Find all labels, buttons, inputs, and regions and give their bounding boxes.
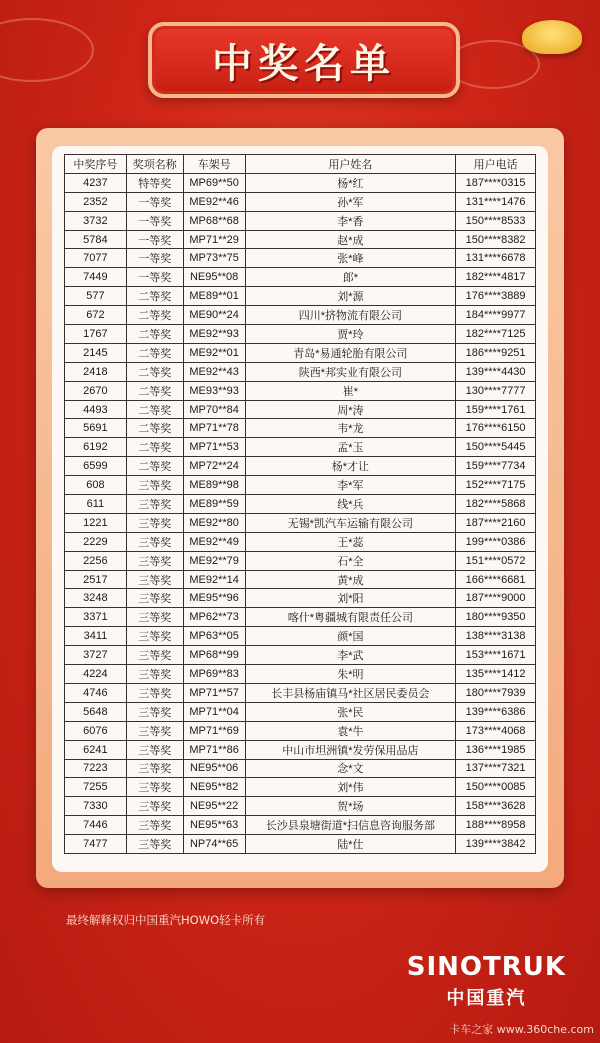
cell-prize-number: 672 [65,306,127,325]
cell-prize-number: 5691 [65,419,127,438]
cell-vin: ME89**59 [183,495,245,514]
cell-user-phone: 137****7321 [456,759,536,778]
cell-vin: MP71**29 [183,230,245,249]
cell-user-phone: 150****8382 [456,230,536,249]
table-row [65,495,536,514]
table-row [65,343,536,362]
cell-prize-number: 2145 [65,343,127,362]
cell-user-name: 赵*成 [245,230,456,249]
cell-user-name: 李*香 [245,211,456,230]
cell-user-name: 刘*伟 [245,778,456,797]
cell-vin: ME90**24 [183,306,245,325]
cell-user-name: 杨*才让 [245,457,456,476]
cell-vin: MP68**99 [183,646,245,665]
cell-prize-number: 3371 [65,608,127,627]
cell-user-name: 郎* [245,268,456,287]
cell-user-phone: 184****9977 [456,306,536,325]
cell-user-phone: 173****4068 [456,721,536,740]
cell-prize-number: 2352 [65,192,127,211]
cell-prize-name: 三等奖 [126,797,183,816]
cell-user-phone: 176****3889 [456,287,536,306]
cell-prize-number: 2256 [65,551,127,570]
cell-vin: MP69**50 [183,173,245,192]
cell-prize-number: 6599 [65,457,127,476]
cell-prize-name: 三等奖 [126,740,183,759]
cell-user-name: 刘*源 [245,287,456,306]
table-row [65,646,536,665]
table-row [65,230,536,249]
cell-vin: MP73**75 [183,249,245,268]
table-row [65,551,536,570]
table-row [65,173,536,192]
cell-vin: MP63**05 [183,627,245,646]
cell-prize-number: 3727 [65,646,127,665]
winners-table [64,154,536,854]
cell-user-name: 中山市坦洲镇*发劳保用品店 [245,740,456,759]
table-row [65,570,536,589]
cell-prize-name: 三等奖 [126,721,183,740]
cell-user-name: 念*文 [245,759,456,778]
title-banner [148,22,460,98]
cell-prize-number: 7477 [65,835,127,854]
cell-prize-name: 三等奖 [126,759,183,778]
cell-prize-name: 二等奖 [126,306,183,325]
cell-user-name: 四川*挤物流有限公司 [245,306,456,325]
cell-prize-number: 1767 [65,325,127,344]
cell-user-phone: 159****1761 [456,400,536,419]
table-row [65,683,536,702]
cell-user-name: 张*民 [245,702,456,721]
brand-name-en: SINOTRUK [406,952,566,982]
cell-vin: MP68**68 [183,211,245,230]
cell-user-phone: 180****9350 [456,608,536,627]
cell-prize-number: 7077 [65,249,127,268]
cell-prize-name: 三等奖 [126,778,183,797]
cell-user-phone: 150****0085 [456,778,536,797]
cell-prize-number: 2670 [65,381,127,400]
cell-vin: MP71**53 [183,438,245,457]
table-row [65,457,536,476]
cell-user-phone: 153****1671 [456,646,536,665]
cell-vin: MP71**86 [183,740,245,759]
cell-user-name: 周*涛 [245,400,456,419]
cell-user-name: 朱*明 [245,665,456,684]
cell-prize-name: 三等奖 [126,513,183,532]
cell-prize-number: 1221 [65,513,127,532]
cell-prize-number: 577 [65,287,127,306]
cell-prize-name: 二等奖 [126,325,183,344]
cell-user-name: 刘*阳 [245,589,456,608]
cell-user-phone: 131****1476 [456,192,536,211]
watermark: 卡车之家 www.360che.com [449,1023,594,1036]
cell-user-name: 李*军 [245,476,456,495]
cell-user-phone: 131****6678 [456,249,536,268]
table-row [65,419,536,438]
cell-user-name: 李*武 [245,646,456,665]
table-row [65,192,536,211]
cell-prize-name: 一等奖 [126,249,183,268]
cell-user-phone: 182****4817 [456,268,536,287]
cell-user-name: 青岛*易通轮胎有限公司 [245,343,456,362]
table-row [65,589,536,608]
page-title: 中奖名单 [212,40,396,87]
cell-vin: NE95**06 [183,759,245,778]
cell-user-name: 喀什*粤疆城有限责任公司 [245,608,456,627]
cell-prize-number: 6076 [65,721,127,740]
cell-user-name: 长沙县泉塘街道*扫信息咨询服务部 [245,816,456,835]
cell-user-phone: 136****1985 [456,740,536,759]
table-row [65,325,536,344]
brand-logo [407,952,566,1010]
cell-user-name: 陕西*邦实业有限公司 [245,362,456,381]
cell-user-phone: 176****6150 [456,419,536,438]
table-row [65,532,536,551]
cell-user-phone: 158****3628 [456,797,536,816]
header-prize-name: 奖项名称 [126,155,183,174]
cell-vin: MP71**78 [183,419,245,438]
cell-vin: MP62**73 [183,608,245,627]
header-user-phone: 用户电话 [456,155,536,174]
cell-user-phone: 139****4430 [456,362,536,381]
cell-user-name: 无锡*凯汽车运输有限公司 [245,513,456,532]
cell-prize-number: 4224 [65,665,127,684]
cell-user-name: 韦*龙 [245,419,456,438]
brand-name-cn: 中国重汽 [446,988,527,1009]
cell-prize-number: 3411 [65,627,127,646]
cell-vin: MP71**04 [183,702,245,721]
table-body [65,173,536,853]
table-row [65,513,536,532]
cell-prize-name: 三等奖 [126,476,183,495]
cell-prize-name: 二等奖 [126,362,183,381]
cell-user-phone: 159****7734 [456,457,536,476]
cell-user-phone: 151****0572 [456,551,536,570]
cell-user-name: 张*峰 [245,249,456,268]
cell-user-phone: 187****0315 [456,173,536,192]
cell-prize-number: 7223 [65,759,127,778]
cell-user-name: 陆*仕 [245,835,456,854]
cell-vin: MP70**84 [183,400,245,419]
cell-prize-name: 一等奖 [126,230,183,249]
cell-user-name: 黄*成 [245,570,456,589]
header-prize-number: 中奖序号 [65,155,127,174]
table-row [65,721,536,740]
cell-user-name: 长丰县杨庙镇马*社区居民委员会 [245,683,456,702]
cell-vin: MP71**57 [183,683,245,702]
cell-user-name: 王*蕊 [245,532,456,551]
cell-prize-number: 7255 [65,778,127,797]
disclaimer-note: 最终解释权归中国重汽HOWO轻卡所有 [66,913,266,927]
cell-prize-number: 2418 [65,362,127,381]
cell-prize-number: 7446 [65,816,127,835]
cell-vin: MP69**83 [183,665,245,684]
cell-prize-name: 二等奖 [126,419,183,438]
table-row [65,702,536,721]
cell-prize-name: 二等奖 [126,438,183,457]
cell-user-phone: 187****9000 [456,589,536,608]
table-row [65,249,536,268]
cell-prize-name: 二等奖 [126,343,183,362]
cell-vin: ME92**43 [183,362,245,381]
cell-prize-name: 三等奖 [126,646,183,665]
cell-user-name: 孟*玉 [245,438,456,457]
cloud-decoration-left [0,18,94,82]
cell-vin: ME92**49 [183,532,245,551]
table-header-row [65,155,536,174]
cell-user-phone: 199****0386 [456,532,536,551]
cell-user-phone: 166****6681 [456,570,536,589]
cell-vin: NE95**08 [183,268,245,287]
cell-user-phone: 139****6386 [456,702,536,721]
cell-user-phone: 135****1412 [456,665,536,684]
cell-prize-number: 4746 [65,683,127,702]
table-row [65,211,536,230]
cell-prize-name: 三等奖 [126,835,183,854]
table-row [65,381,536,400]
cell-prize-name: 三等奖 [126,532,183,551]
cell-vin: ME89**98 [183,476,245,495]
cell-user-phone: 139****3842 [456,835,536,854]
cell-prize-number: 6241 [65,740,127,759]
cell-user-name: 崔* [245,381,456,400]
cell-prize-number: 611 [65,495,127,514]
cell-prize-name: 三等奖 [126,683,183,702]
cell-prize-name: 一等奖 [126,192,183,211]
cell-prize-name: 三等奖 [126,627,183,646]
table-row [65,778,536,797]
table-row [65,400,536,419]
table-row [65,740,536,759]
cell-prize-name: 二等奖 [126,381,183,400]
cell-prize-name: 三等奖 [126,589,183,608]
cell-vin: ME89**01 [183,287,245,306]
table-row [65,627,536,646]
cell-prize-number: 3732 [65,211,127,230]
cell-vin: NE95**82 [183,778,245,797]
cell-vin: NP74**65 [183,835,245,854]
cell-vin: NE95**63 [183,816,245,835]
cell-vin: MP71**69 [183,721,245,740]
cell-vin: ME92**01 [183,343,245,362]
cell-vin: ME92**93 [183,325,245,344]
cell-prize-number: 3248 [65,589,127,608]
cell-prize-number: 4493 [65,400,127,419]
cell-prize-name: 三等奖 [126,702,183,721]
cell-user-name: 石*全 [245,551,456,570]
table-row [65,797,536,816]
cell-user-name: 线*兵 [245,495,456,514]
table-row [65,362,536,381]
cell-user-phone: 182****7125 [456,325,536,344]
cell-prize-name: 三等奖 [126,495,183,514]
cell-vin: ME92**79 [183,551,245,570]
cell-user-phone: 182****5868 [456,495,536,514]
cell-user-name: 贺*场 [245,797,456,816]
cell-prize-number: 4237 [65,173,127,192]
table-row [65,835,536,854]
cell-prize-name: 三等奖 [126,570,183,589]
table-row [65,816,536,835]
cell-prize-name: 二等奖 [126,400,183,419]
cell-prize-number: 7449 [65,268,127,287]
cell-prize-name: 一等奖 [126,211,183,230]
cell-prize-name: 特等奖 [126,173,183,192]
cell-vin: ME95**96 [183,589,245,608]
header-user-name: 用户姓名 [245,155,456,174]
cell-prize-name: 二等奖 [126,457,183,476]
cell-vin: ME92**14 [183,570,245,589]
gold-ingot-icon [522,20,582,54]
cell-vin: MP72**24 [183,457,245,476]
table-row [65,759,536,778]
cell-prize-name: 三等奖 [126,816,183,835]
cell-vin: ME92**80 [183,513,245,532]
table-row [65,438,536,457]
cell-user-name: 孙*军 [245,192,456,211]
table-row [65,268,536,287]
cell-user-phone: 180****7939 [456,683,536,702]
cell-vin: ME92**46 [183,192,245,211]
cell-prize-number: 608 [65,476,127,495]
cell-prize-number: 6192 [65,438,127,457]
cell-prize-number: 5648 [65,702,127,721]
cell-prize-number: 2229 [65,532,127,551]
table-row [65,665,536,684]
cell-prize-name: 一等奖 [126,268,183,287]
cell-prize-name: 三等奖 [126,551,183,570]
cell-user-phone: 138****3138 [456,627,536,646]
cell-user-phone: 150****8533 [456,211,536,230]
cell-user-name: 贾*玲 [245,325,456,344]
header-vin: 车架号 [183,155,245,174]
cell-user-name: 颜*国 [245,627,456,646]
cell-vin: NE95**22 [183,797,245,816]
cell-user-phone: 150****5445 [456,438,536,457]
table-row [65,608,536,627]
table-row [65,287,536,306]
cell-user-phone: 130****7777 [456,381,536,400]
cell-user-phone: 152****7175 [456,476,536,495]
table-row [65,306,536,325]
cell-prize-number: 2517 [65,570,127,589]
cell-user-phone: 187****2160 [456,513,536,532]
cell-user-phone: 188****8958 [456,816,536,835]
cell-user-name: 袁*牛 [245,721,456,740]
cell-prize-number: 5784 [65,230,127,249]
cell-prize-number: 7330 [65,797,127,816]
cell-user-phone: 186****9251 [456,343,536,362]
cell-prize-name: 二等奖 [126,287,183,306]
cell-vin: ME93**93 [183,381,245,400]
table-row [65,476,536,495]
cell-prize-name: 三等奖 [126,665,183,684]
cell-user-name: 杨*红 [245,173,456,192]
cell-prize-name: 三等奖 [126,608,183,627]
